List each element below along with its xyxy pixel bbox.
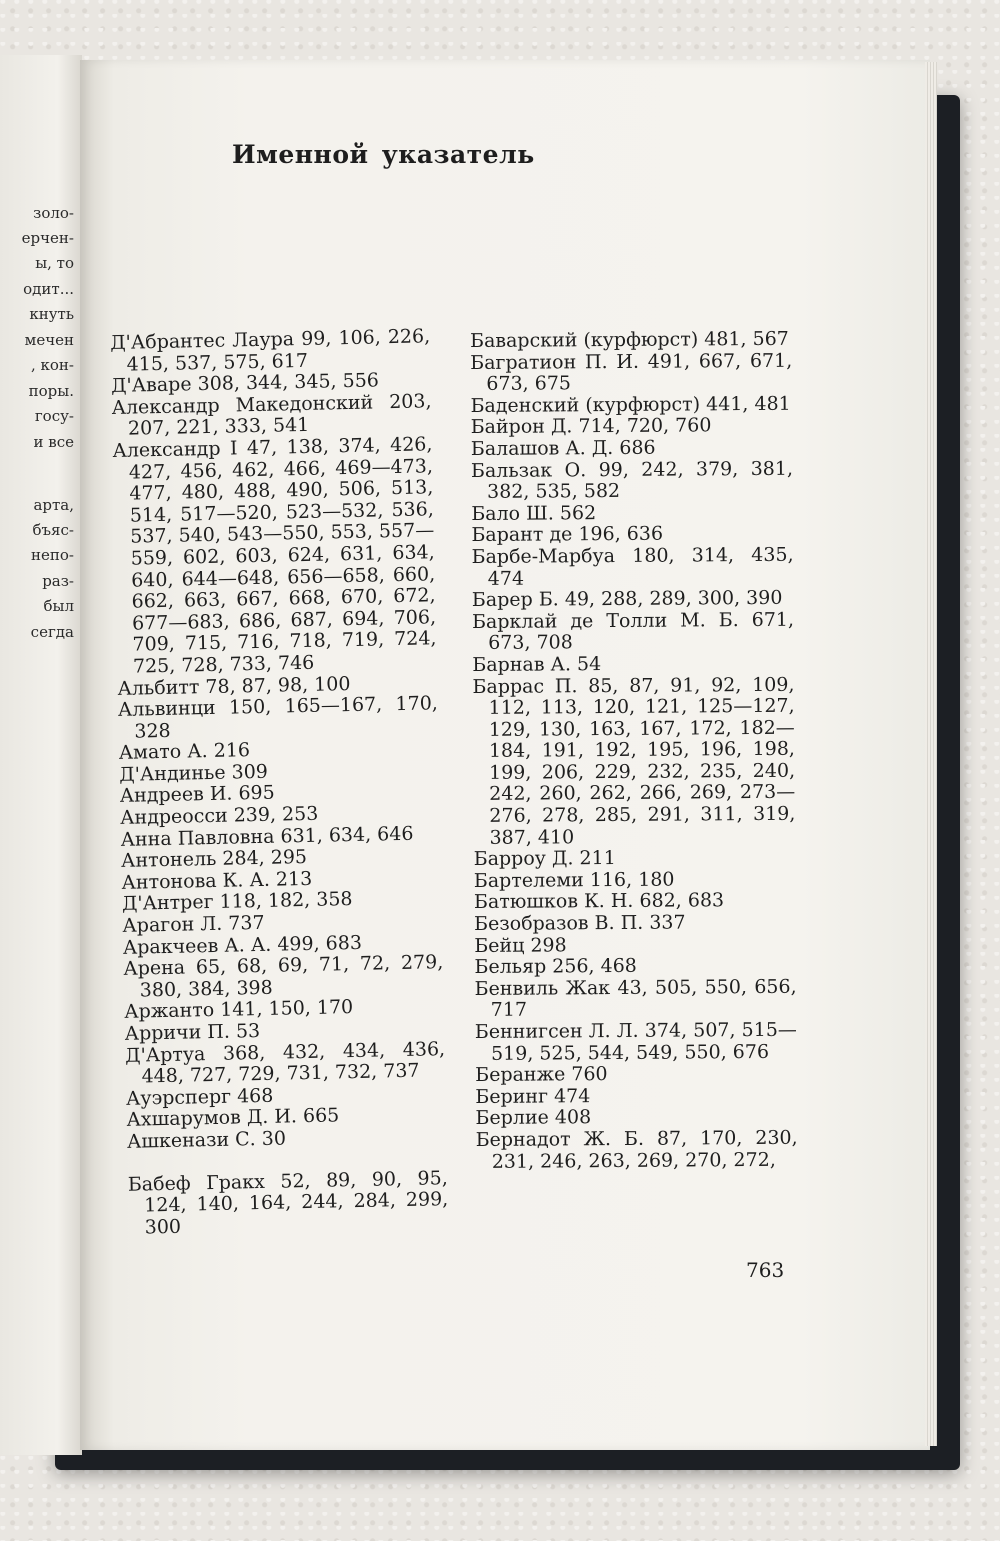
left-fragment: раз-	[42, 572, 74, 590]
left-fragment: , кон-	[30, 356, 74, 374]
index-column-right	[470, 329, 798, 1173]
index-entry: Альбитт 78, 87, 98, 100	[117, 672, 351, 700]
index-entry: Бабеф Гракх 52, 89, 90, 95, 124, 140, 164, 244, 284, 299, 300	[127, 1166, 449, 1239]
index-entry: Беранже 760	[475, 1063, 608, 1087]
left-fragment: госу-	[34, 407, 74, 425]
page-number: 763	[746, 1258, 785, 1282]
index-entry: Д'Артуа 368, 432, 434, 436, 448, 727, 729, 731, 732, 737	[124, 1037, 446, 1088]
index-entry: Альвинци 150, 165—167, 170, 328	[117, 692, 439, 743]
index-entry: Барбе-Марбуа 180, 314, 435, 474	[471, 543, 794, 590]
index-entry: Александр Македонский 203, 207, 221, 333, 541	[111, 390, 432, 441]
index-entry: Амато А. 216	[118, 739, 251, 765]
index-entry: Аракчеев А. А. 499, 683	[122, 931, 363, 959]
index-entry: Берлие 408	[475, 1106, 592, 1130]
index-entry: Баварский (курфюрст) 481, 567	[469, 327, 789, 352]
index-entry: Арагон Л. 737	[122, 911, 265, 937]
index-entry: Байрон Д. 714, 720, 760	[470, 414, 712, 439]
left-fragment: поры.	[28, 382, 74, 400]
left-fragment: бъяс-	[32, 521, 74, 539]
index-entry: Антонова К. А. 213	[121, 867, 313, 894]
index-entry: Барант де 196, 636	[471, 523, 664, 547]
index-entry: Аржанто 141, 150, 170	[123, 996, 354, 1024]
index-entry: Арена 65, 68, 69, 71, 72, 279, 380, 384, 398	[123, 951, 444, 1002]
left-fragment: золо-	[33, 204, 74, 222]
left-fragment: мечен	[24, 331, 74, 349]
index-entry: Андреосси 239, 253	[119, 802, 319, 829]
index-entry: Д'Аваре 308, 344, 345, 556	[110, 369, 380, 398]
index-entry: Д'Андинье 309	[119, 760, 269, 786]
index-entry: Батюшков К. Н. 682, 683	[473, 889, 725, 914]
index-entry: Ахшарумов Д. И. 665	[126, 1104, 340, 1132]
left-fragment: ерчен-	[21, 229, 74, 247]
index-entry: Бартелеми 116, 180	[473, 868, 675, 892]
index-entry: Бало Ш. 562	[471, 501, 597, 525]
index-entry: Д'Абрантес Лаура 99, 106, 226, 415, 537, 575, 617	[109, 325, 431, 376]
index-entry: Бельяр 256, 468	[474, 955, 637, 979]
left-fragment: сегда	[30, 623, 74, 641]
left-fragment: одит...	[23, 280, 74, 298]
index-entry: Барнав А. 54	[472, 652, 602, 676]
index-entry: Бернадот Ж. Б. 87, 170, 230, 231, 246, 263, 269, 270, 272,	[475, 1126, 798, 1173]
index-entry: Ашкенази С. 30	[126, 1127, 287, 1153]
index-entry: Баденский (курфюрст) 441, 481	[470, 392, 791, 417]
index-entry: Бейц 298	[474, 933, 567, 957]
left-fragment: кнуть	[29, 305, 74, 323]
index-entry: Александр I 47, 138, 374, 426, 427, 456, 462, 466, 469—473, 477, 480, 488, 490, 506, 513, 514, 517—520, 523—532, 536, 537, 540, 543—550, 553, 557—559, 602, 603, 624, 631, 634, 640, 644—648, 656—658, 660, 662, 663, 667, 668, 670, 672, 677—683, 686, 687, 694, 706, 709, 715, 716, 718, 719, 724, 725, 728, 733, 746	[112, 433, 437, 678]
left-fragment: и все	[33, 433, 74, 451]
left-fragment: ы, то	[35, 254, 74, 272]
index-entry: Барклай де Толли М. Б. 671, 673, 708	[471, 608, 795, 655]
index-entry: Багратион П. И. 491, 667, 671, 673, 675	[470, 349, 793, 396]
index-entry: Ауэрсперг 468	[125, 1084, 274, 1110]
index-entry: Баррас П. 85, 87, 91, 92, 109, 112, 113, 120, 121, 125—127, 129, 130, 163, 167, 172, 182—184, 191, 192, 195, 196, 198, 199, 206, 229, 232, 235, 240, 242, 260, 262, 266, 269, 273—276, 278, 285, 291, 311, 319, 387, 410	[472, 673, 796, 849]
index-entry: Беринг 474	[475, 1084, 591, 1108]
left-page	[0, 55, 82, 1455]
page-title: Именной указатель	[232, 140, 535, 169]
index-entry: Антонель 284, 295	[120, 846, 308, 873]
index-entry: Беннигсен Л. Л. 374, 507, 515—519, 525, 544, 549, 550, 676	[474, 1018, 797, 1065]
index-entry: Андреев И. 695	[119, 782, 275, 808]
left-fragment: арта,	[33, 496, 74, 514]
left-fragment: был	[43, 597, 74, 615]
page-edges	[925, 62, 937, 1446]
index-entry: Барроу Д. 211	[473, 847, 616, 871]
index-entry: Бенвиль Жак 43, 505, 550, 656, 717	[474, 975, 797, 1022]
index-entry: Д'Антрег 118, 182, 358	[121, 888, 353, 916]
left-fragment: непо-	[31, 546, 74, 564]
index-entry: Арричи П. 53	[124, 1020, 261, 1045]
index-entry: Бальзак О. 99, 242, 379, 381, 382, 535, 582	[470, 457, 794, 504]
index-entry: Анна Павловна 631, 634, 646	[120, 822, 414, 851]
index-entry: Безобразов В. П. 337	[474, 911, 686, 936]
index-entry: Балашов А. Д. 686	[470, 436, 656, 460]
index-column-left	[110, 326, 449, 1239]
index-entry: Барер Б. 49, 288, 289, 300, 390	[471, 586, 783, 612]
